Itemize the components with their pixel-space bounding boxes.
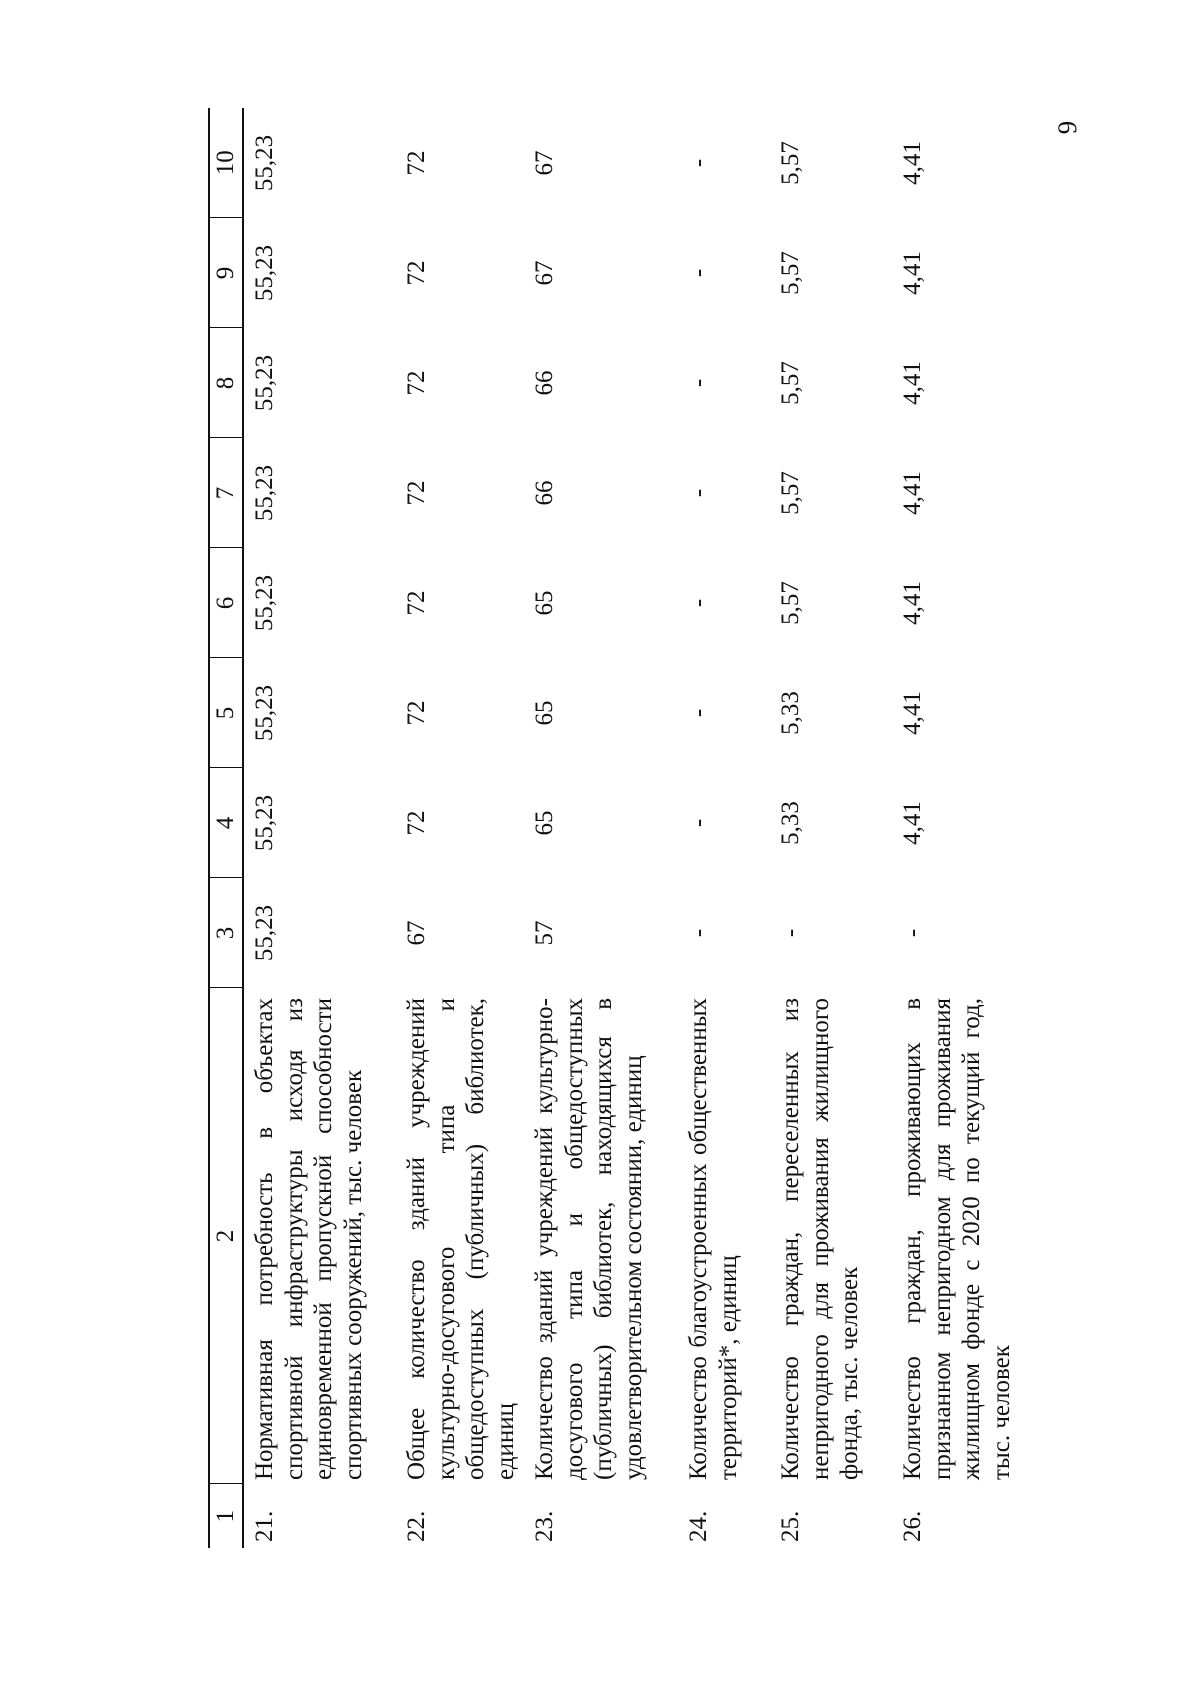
row-value: 5,57 xyxy=(777,471,804,515)
column-header: 8 xyxy=(209,328,243,438)
row-value: 4,41 xyxy=(899,141,926,185)
row-value: 4,41 xyxy=(899,471,926,515)
table-row xyxy=(892,108,1050,1548)
row-number: 21. xyxy=(251,1510,278,1542)
column-header: 6 xyxy=(209,548,243,658)
row-value: 57 xyxy=(531,920,558,946)
table-row xyxy=(524,108,678,1548)
row-value: 55,23 xyxy=(251,794,278,852)
table-row xyxy=(770,108,892,1548)
row-value: 5,57 xyxy=(777,141,804,185)
header-row xyxy=(209,108,243,1548)
rotated-table-wrapper xyxy=(208,108,1200,1542)
row-value: 5,57 xyxy=(777,251,804,295)
row-value: - xyxy=(685,708,712,718)
row-value: 4,41 xyxy=(899,581,926,625)
row-value: - xyxy=(685,928,712,938)
row-value: - xyxy=(685,818,712,828)
row-number: 23. xyxy=(531,1510,558,1542)
row-value: 55,23 xyxy=(251,904,278,962)
row-value: 55,23 xyxy=(251,134,278,192)
row-label: Нормативная потребность в объектах спортивной инфраструктуры исходя из единовременной пропускной способности спортивных сооружений, тыс. человек xyxy=(251,998,367,1480)
table-row xyxy=(396,108,524,1548)
row-value: 55,23 xyxy=(251,354,278,412)
row-value: 67 xyxy=(531,150,558,176)
row-label: Количество благоустроенных общественных территорий*, единиц xyxy=(685,998,742,1480)
row-value: 65 xyxy=(531,810,558,836)
column-header: 10 xyxy=(209,108,243,218)
row-value: 4,41 xyxy=(899,361,926,405)
row-label: Количество граждан, проживающих в признанном непригодном для проживания жилищном фонде с 2020 по текущий год, тыс. человек xyxy=(899,998,1015,1480)
row-value: 55,23 xyxy=(251,244,278,302)
row-value: 72 xyxy=(403,700,430,726)
row-value: 72 xyxy=(403,810,430,836)
row-value: - xyxy=(777,928,804,938)
column-header: 3 xyxy=(209,878,243,988)
row-value: 5,57 xyxy=(777,581,804,625)
row-value: 67 xyxy=(403,920,430,946)
row-value: 4,41 xyxy=(899,801,926,845)
row-value: 66 xyxy=(531,370,558,396)
table-container xyxy=(208,108,1015,1548)
row-value: 72 xyxy=(403,590,430,616)
indicators-table xyxy=(208,108,1050,1548)
row-value: - xyxy=(685,598,712,608)
table-row xyxy=(678,108,770,1548)
row-value: 65 xyxy=(531,590,558,616)
column-header: 4 xyxy=(209,768,243,878)
row-value: 72 xyxy=(403,150,430,176)
row-value: 5,33 xyxy=(777,801,804,845)
row-value: 72 xyxy=(403,370,430,396)
table-row xyxy=(243,108,396,1548)
row-number: 22. xyxy=(403,1510,430,1542)
column-header: 9 xyxy=(209,218,243,328)
page-number: 6 xyxy=(1052,120,1083,135)
row-value: - xyxy=(685,268,712,278)
row-value: 4,41 xyxy=(899,251,926,295)
row-value: 5,33 xyxy=(777,691,804,735)
row-value: - xyxy=(685,488,712,498)
row-value: 55,23 xyxy=(251,464,278,522)
row-value: 55,23 xyxy=(251,684,278,742)
row-value: 55,23 xyxy=(251,574,278,632)
row-value: 65 xyxy=(531,700,558,726)
row-label: Количество граждан, переселенных из непригодного для проживания жилищного фонда, тыс. человек xyxy=(777,998,863,1480)
row-value: 66 xyxy=(531,480,558,506)
row-value: - xyxy=(685,378,712,388)
column-header: 2 xyxy=(209,988,243,1484)
row-value: 72 xyxy=(403,480,430,506)
row-value: 67 xyxy=(531,260,558,286)
row-value: - xyxy=(685,158,712,168)
column-header: 7 xyxy=(209,438,243,548)
column-header: 1 xyxy=(209,1484,243,1548)
row-value: - xyxy=(899,928,926,938)
row-number: 24. xyxy=(685,1510,712,1542)
row-number: 26. xyxy=(899,1510,926,1542)
row-label: Количество зданий учреждений культурно-досугового типа и общедоступных (публичных) библиотек, находящихся в удовлетворительном состоянии, единиц xyxy=(531,998,647,1480)
row-number: 25. xyxy=(777,1510,804,1542)
row-value: 4,41 xyxy=(899,691,926,735)
row-value: 5,57 xyxy=(777,361,804,405)
row-value: 72 xyxy=(403,260,430,286)
row-label: Общее количество зданий учреждений культурно-досугового типа и общедоступных (публичных) библиотек, единиц xyxy=(403,998,519,1480)
column-header: 5 xyxy=(209,658,243,768)
